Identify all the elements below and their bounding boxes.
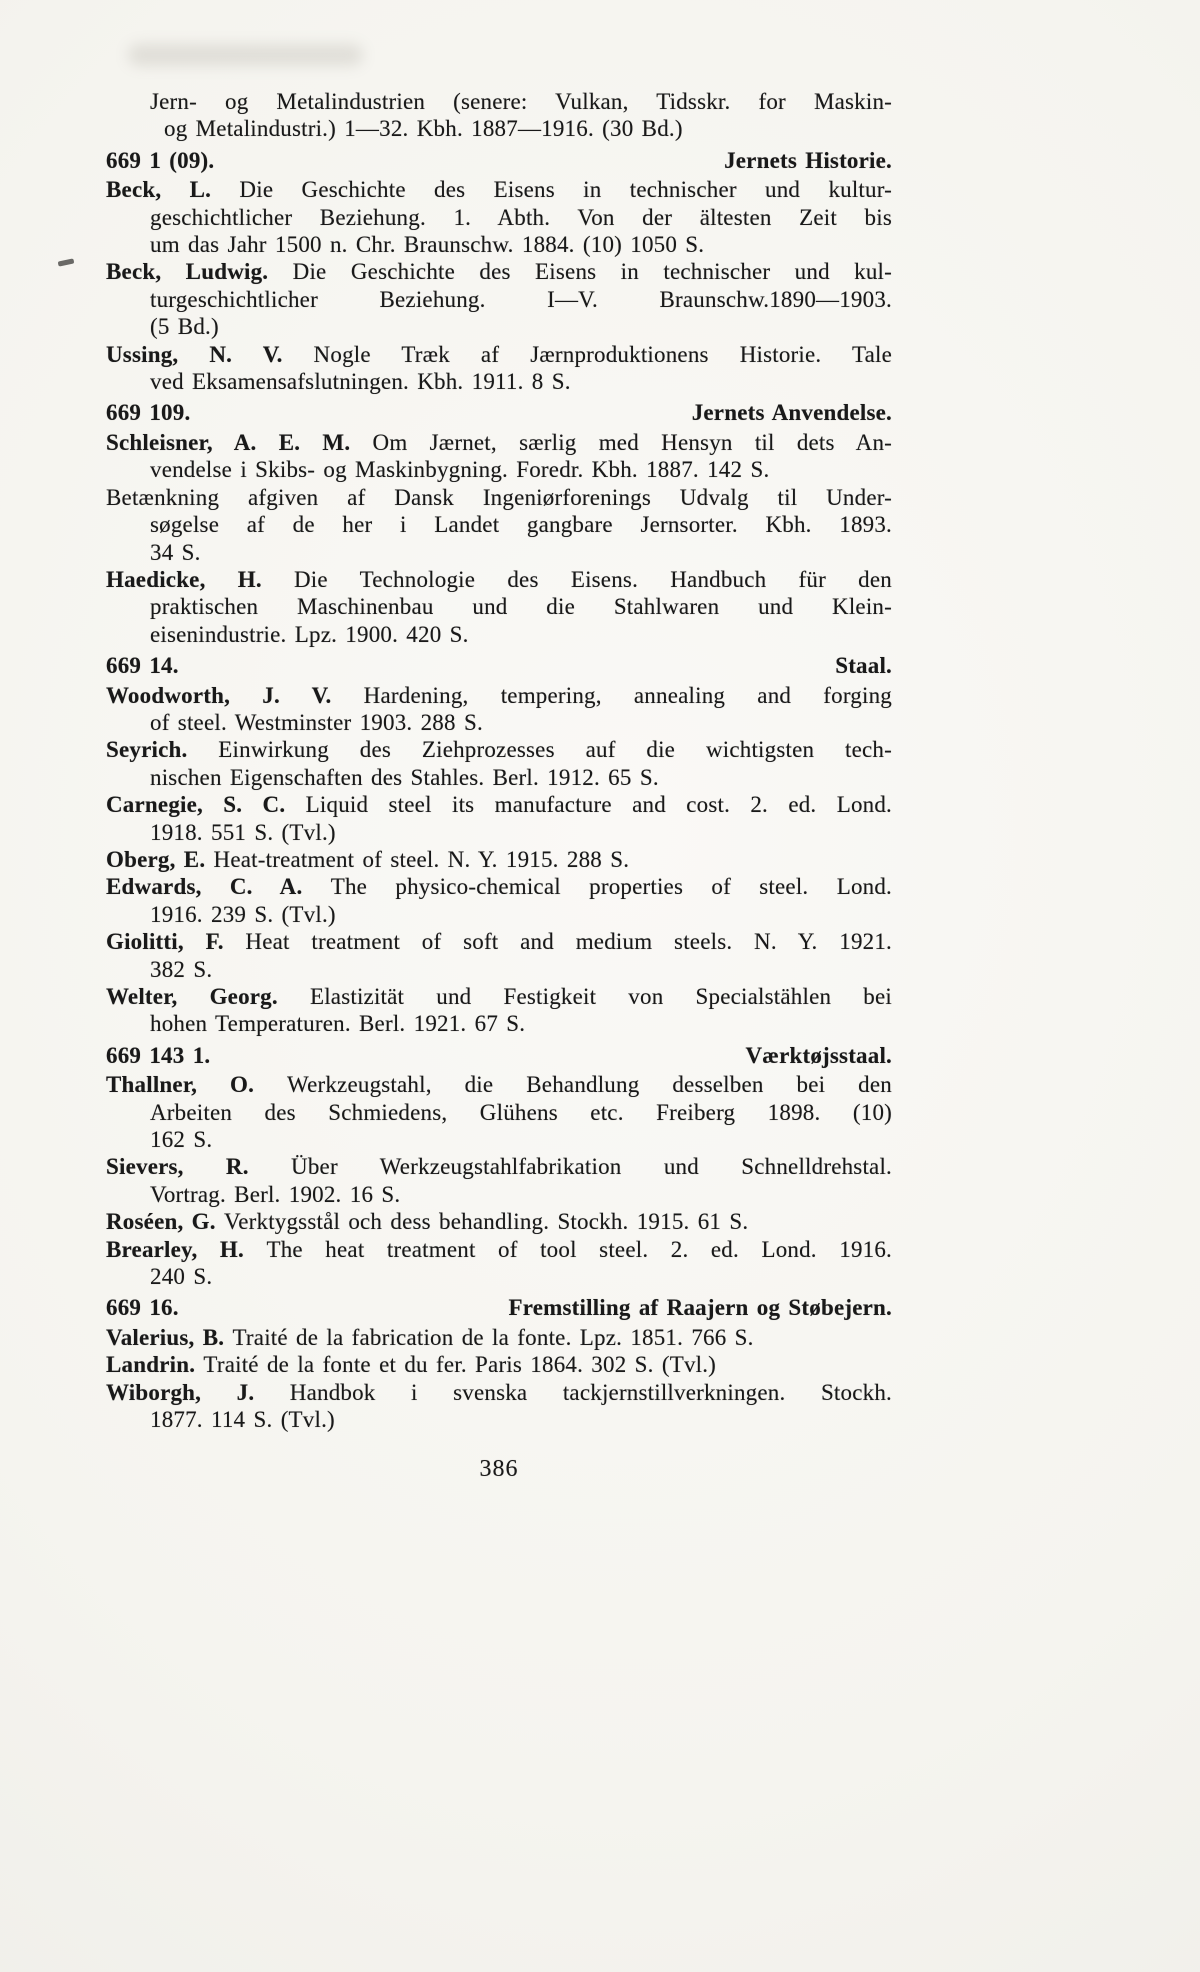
- entry-line: Wiborgh, J. Handbok i svenska tackjernstillverkningen. Stockh.: [106, 1379, 892, 1405]
- bib-entry: [106, 429, 892, 484]
- author-name: Brearley, H.: [106, 1236, 244, 1262]
- bib-entry: [106, 983, 892, 1038]
- author-name: Wiborgh, J.: [106, 1379, 255, 1405]
- author-name: Beck, Ludwig.: [106, 259, 269, 285]
- bib-entry: [106, 176, 892, 258]
- entry-line: Thallner, O. Werkzeugstahl, die Behandlung desselben bei den: [106, 1072, 892, 1098]
- classification-number: 669 16.: [106, 1295, 179, 1321]
- entry-line: Arbeiten des Schmiedens, Glühens etc. Freiberg 1898. (10): [150, 1099, 892, 1125]
- author-name: Schleisner, A. E. M.: [106, 429, 351, 455]
- scan-mark-artifact: [58, 258, 75, 266]
- bib-entry: [106, 1236, 892, 1291]
- author-name: Edwards, C. A.: [106, 874, 303, 900]
- author-name: Seyrich.: [106, 737, 188, 763]
- bib-entry: [106, 484, 892, 566]
- section-heading: [106, 652, 892, 679]
- entry-line: Vortrag. Berl. 1902. 16 S.: [150, 1181, 401, 1207]
- entry-continuation: [150, 88, 892, 143]
- entry-line: Beck, Ludwig. Die Geschichte des Eisens in technischer und kul-: [106, 259, 893, 285]
- entry-line: og Metalindustri.) 1—32. Kbh. 1887—1916. (30 Bd.): [164, 116, 683, 142]
- entry-line: 1918. 551 S. (Tvl.): [150, 819, 336, 845]
- entry-line: Haedicke, H. Die Technologie des Eisens. Handbuch für den: [106, 566, 892, 592]
- entry-line: Edwards, C. A. The physico-chemical properties of steel. Lond.: [106, 874, 892, 900]
- entry-line: of steel. Westminster 1903. 288 S.: [150, 709, 483, 735]
- entry-line: Brearley, H. The heat treatment of tool steel. 2. ed. Lond. 1916.: [106, 1236, 892, 1262]
- entry-line: Seyrich. Einwirkung des Ziehprozesses auf die wichtigsten tech-: [106, 737, 892, 763]
- classification-number: 669 109.: [106, 400, 191, 426]
- entry-line: Giolitti, F. Heat treatment of soft and medium steels. N. Y. 1921.: [106, 929, 892, 955]
- bib-entry: [106, 1379, 892, 1434]
- author-name: Haedicke, H.: [106, 566, 262, 592]
- bib-entry: [106, 341, 892, 396]
- entry-line: praktischen Maschinenbau und die Stahlwaren und Klein-: [150, 594, 892, 620]
- author-name: Oberg, E.: [106, 846, 206, 872]
- entry-line: vendelse i Skibs- og Maskinbygning. Foredr. Kbh. 1887. 142 S.: [150, 457, 770, 483]
- author-name: Landrin.: [106, 1352, 196, 1378]
- author-name: Ussing, N. V.: [106, 341, 283, 367]
- classification-number: 669 14.: [106, 653, 179, 679]
- entry-line: Oberg, E. Heat-treatment of steel. N. Y. 1915. 288 S.: [106, 846, 630, 872]
- entry-line: 162 S.: [150, 1127, 213, 1153]
- section-heading: [106, 1042, 892, 1069]
- entry-line: eisenindustrie. Lpz. 1900. 420 S.: [150, 621, 469, 647]
- entry-line: turgeschichtlicher Beziehung. I—V. Braunschw.1890—1903.: [150, 286, 892, 312]
- entry-line: Valerius, B. Traité de la fabrication de la fonte. Lpz. 1851. 766 S.: [106, 1324, 754, 1350]
- entry-line: Ussing, N. V. Nogle Træk af Jærnproduktionens Historie. Tale: [106, 341, 892, 367]
- entry-line: Betænkning afgiven af Dansk Ingeniørforenings Udvalg til Under-: [106, 484, 892, 510]
- bib-entry: [106, 736, 892, 791]
- section-title: Staal.: [835, 653, 892, 679]
- entry-line: Beck, L. Die Geschichte des Eisens in technischer und kultur-: [106, 177, 892, 203]
- section-title: Jernets Anvendelse.: [691, 400, 892, 426]
- bib-entry: [106, 682, 892, 737]
- bib-entry: [106, 1324, 892, 1351]
- author-name: Welter, Georg.: [106, 984, 278, 1009]
- page-number: 386: [479, 1455, 519, 1482]
- bib-entry: [106, 1208, 892, 1235]
- entry-line: (5 Bd.): [150, 314, 219, 340]
- bib-entry: [106, 928, 892, 983]
- author-name: Roséen, G.: [106, 1209, 216, 1235]
- entry-line: 382 S.: [150, 956, 213, 982]
- entry-line: Carnegie, S. C. Liquid steel its manufacture and cost. 2. ed. Lond.: [106, 792, 892, 818]
- entry-line: Jern- og Metalindustrien (senere: Vulkan, Tidsskr. for Maskin-: [150, 89, 892, 114]
- entry-line: Woodworth, J. V. Hardening, tempering, annealing and forging: [106, 682, 892, 708]
- bib-entry: [106, 846, 892, 873]
- bib-entry: [106, 1351, 892, 1378]
- text-column: [106, 88, 892, 1483]
- bib-entry: [106, 791, 892, 846]
- section-title: Fremstilling af Raajern og Støbejern.: [508, 1295, 892, 1321]
- author-name: Valerius, B.: [106, 1324, 225, 1350]
- author-name: Woodworth, J. V.: [106, 682, 332, 708]
- author-name: Sievers, R.: [106, 1154, 249, 1180]
- entry-line: Roséen, G. Verktygsstål och dess behandling. Stockh. 1915. 61 S.: [106, 1209, 749, 1235]
- scan-smudge-artifact: [128, 44, 363, 66]
- section-heading: [106, 399, 892, 426]
- entry-line: nischen Eigenschaften des Stahles. Berl. 1912. 65 S.: [150, 764, 659, 790]
- entry-line: søgelse af de her i Landet gangbare Jernsorter. Kbh. 1893.: [150, 512, 892, 538]
- bib-entry: [106, 1071, 892, 1153]
- entry-line: um das Jahr 1500 n. Chr. Braunschw. 1884. (10) 1050 S.: [150, 232, 705, 258]
- entry-line: 240 S.: [150, 1264, 213, 1290]
- bib-entry: [106, 258, 892, 340]
- bib-entry: [106, 873, 892, 928]
- entry-line: Schleisner, A. E. M. Om Jærnet, særlig med Hensyn til dets An-: [106, 429, 892, 455]
- entry-line: Landrin. Traité de la fonte et du fer. Paris 1864. 302 S. (Tvl.): [106, 1352, 717, 1378]
- bib-entry: [106, 1153, 892, 1208]
- entry-line: Sievers, R. Über Werkzeugstahlfabrikation und Schnelldrehstal.: [106, 1154, 892, 1180]
- bibliography-list: [106, 88, 892, 1434]
- bib-entry: [106, 566, 892, 648]
- entry-line: hohen Temperaturen. Berl. 1921. 67 S.: [150, 1011, 526, 1037]
- section-heading: [106, 147, 892, 174]
- author-name: Carnegie, S. C.: [106, 792, 286, 818]
- entry-line: 34 S.: [150, 539, 201, 565]
- entry-line: Welter, Georg. Elastizität und Festigkeit von Specialstählen bei: [106, 984, 892, 1009]
- entry-line: geschichtlicher Beziehung. 1. Abth. Von der ältesten Zeit bis: [150, 204, 892, 230]
- classification-number: 669 1 (09).: [106, 147, 215, 173]
- section-title: Værktøjsstaal.: [745, 1042, 892, 1068]
- entry-line: ved Eksamensafslutningen. Kbh. 1911. 8 S.: [150, 369, 571, 395]
- section-title: Jernets Historie.: [724, 147, 892, 173]
- author-name: Thallner, O.: [106, 1072, 255, 1098]
- author-name: Giolitti, F.: [106, 929, 224, 955]
- entry-line: 1916. 239 S. (Tvl.): [150, 901, 336, 927]
- section-heading: [106, 1294, 892, 1321]
- author-name: Beck, L.: [106, 177, 212, 203]
- entry-line: 1877. 114 S. (Tvl.): [150, 1407, 335, 1433]
- classification-number: 669 143 1.: [106, 1042, 211, 1068]
